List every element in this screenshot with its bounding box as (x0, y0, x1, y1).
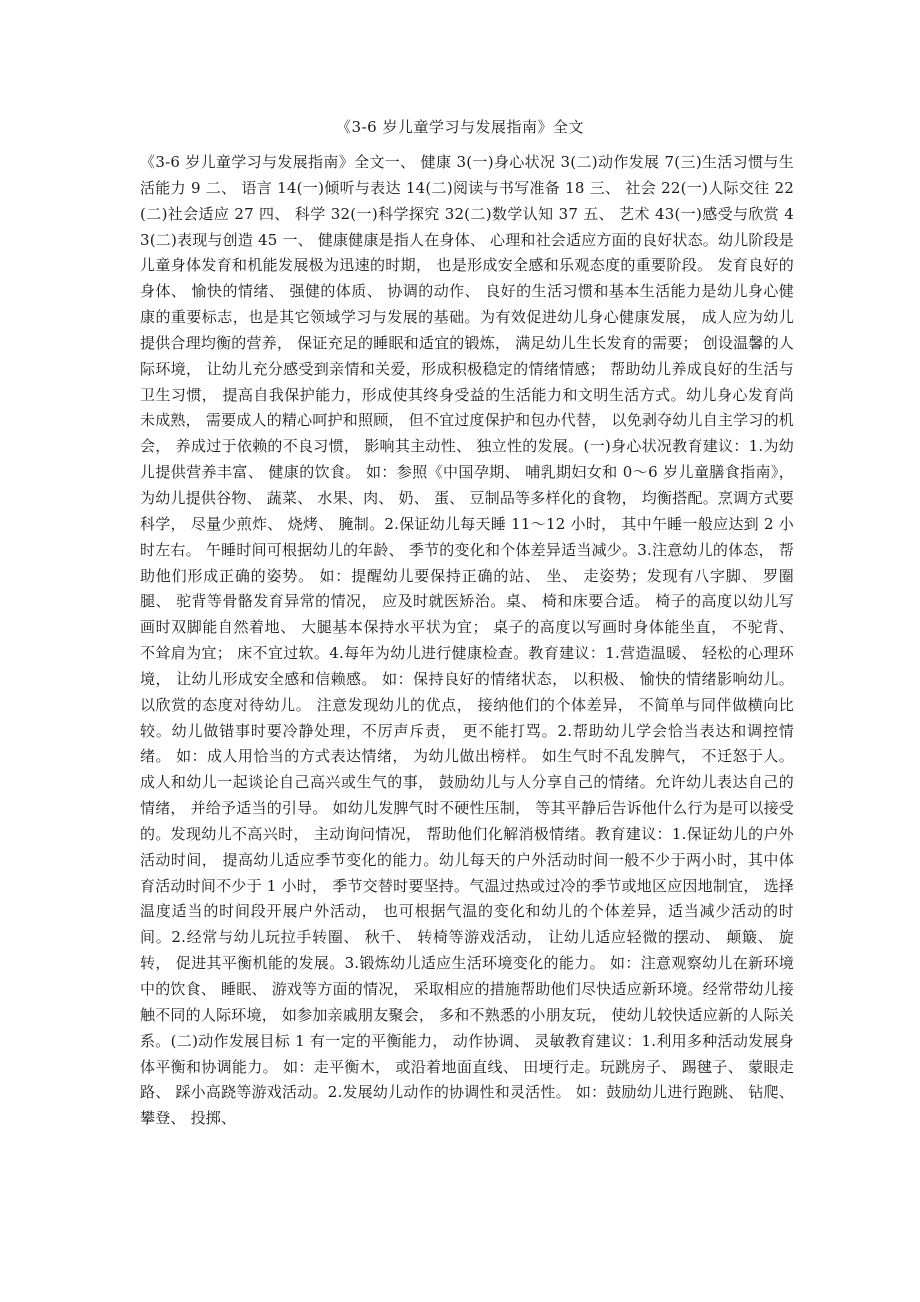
document-body-text: 《3-6 岁儿童学习与发展指南》全文一、 健康 3(一)身心状况 3(二)动作发展 7(三)生活习惯与生活能力 9 二、 语言 14(一)倾听与表达 14(二)阅读与书写准备 18 三、 社会 22(一)人际交往 22(二)社会适应 27 四、 科学 32(一)科学探究 32(二)数学认知 37 五、 艺术 43(一)感受与欣赏 43(二)表现与创造 45 一、 健康健康是指人在身体、 心理和社会适应方面的良好状态。幼儿阶段是儿童身体发育和机能发展极为迅速的时期， 也是形成安全感和乐观态度的重要阶段。 发育良好的身体、 愉快的情绪、 强健的体质、 协调的动作、 良好的生活习惯和基本生活能力是幼儿身心健康的重要标志，也是其它领域学习与发展的基础。为有效促进幼儿身心健康发展， 成人应为幼儿提供合理均衡的营养， 保证充足的睡眠和适宜的锻炼， 满足幼儿生长发育的需要； 创设温馨的人际环境， 让幼儿充分感受到亲情和关爱，形成积极稳定的情绪情感； 帮助幼儿养成良好的生活与卫生习惯， 提高自我保护能力，形成使其终身受益的生活能力和文明生活方式。幼儿身心发育尚未成熟， 需要成人的精心呵护和照顾， 但不宜过度保护和包办代替， 以免剥夺幼儿自主学习的机会， 养成过于依赖的不良习惯， 影响其主动性、 独立性的发展。(一)身心状况教育建议：1.为幼儿提供营养丰富、 健康的饮食。 如：参照《中国孕期、 哺乳期妇女和 0～6 岁儿童膳食指南》， 为幼儿提供谷物、 蔬菜、 水果、肉、 奶、 蛋、 豆制品等多样化的食物， 均衡搭配。烹调方式要科学， 尽量少煎炸、 烧烤、 腌制。2.保证幼儿每天睡 11～12 小时， 其中午睡一般应达到 2 小时左右。 午睡时间可根据幼儿的年龄、 季节的变化和个体差异适当减少。3.注意幼儿的体态， 帮助他们形成正确的姿势。 如：提醒幼儿要保持正确的站、 坐、 走姿势；发现有八字脚、 罗圈腿、 驼背等骨骼发育异常的情况， 应及时就医矫治。桌、 椅和床要合适。 椅子的高度以幼儿写画时双脚能自然着地、 大腿基本保持水平状为宜； 桌子的高度以写画时身体能坐直， 不驼背、 不耸肩为宜； 床不宜过软。4.每年为幼儿进行健康检查。教育建议：1.营造温暖、 轻松的心理环境， 让幼儿形成安全感和信赖感。 如：保持良好的情绪状态， 以积极、 愉快的情绪影响幼儿。以欣赏的态度对待幼儿。 注意发现幼儿的优点， 接纳他们的个体差异， 不简单与同伴做横向比较。幼儿做错事时要冷静处理，不厉声斥责， 更不能打骂。2.帮助幼儿学会恰当表达和调控情绪。 如：成人用恰当的方式表达情绪， 为幼儿做出榜样。 如生气时不乱发脾气， 不迁怒于人。成人和幼儿一起谈论自己高兴或生气的事， 鼓励幼儿与人分享自己的情绪。允许幼儿表达自己的情绪， 并给予适当的引导。 如幼儿发脾气时不硬性压制， 等其平静后告诉他什么行为是可以接受的。发现幼儿不高兴时， 主动询问情况， 帮助他们化解消极情绪。教育建议：1.保证幼儿的户外活动时间， 提高幼儿适应季节变化的能力。幼儿每天的户外活动时间一般不少于两小时，其中体育活动时间不少于 1 小时， 季节交替时要坚持。气温过热或过冷的季节或地区应因地制宜， 选择温度适当的时间段开展户外活动， 也可根据气温的变化和幼儿的个体差异，适当减少活动的时间。2.经常与幼儿玩拉手转圈、 秋千、 转椅等游戏活动， 让幼儿适应轻微的摆动、 颠簸、 旋转， 促进其平衡机能的发展。3.锻炼幼儿适应生活环境变化的能力。 如：注意观察幼儿在新环境中的饮食、 睡眠、 游戏等方面的情况， 采取相应的措施帮助他们尽快适应新环境。经常带幼儿接触不同的人际环境， 如参加亲戚朋友聚会， 多和不熟悉的小朋友玩， 使幼儿较快适应新的人际关系。(二)动作发展目标 1 有一定的平衡能力， 动作协调、 灵敏教育建议：1.利用多种活动发展身体平衡和协调能力。 如：走平衡木， 或沿着地面直线、 田埂行走。玩跳房子、 踢毽子、 蒙眼走路、 踩小高跷等游戏活动。2.发展幼儿动作的协调性和灵活性。 如：鼓励幼儿进行跑跳、 钻爬、 攀登、 投掷、 (140, 153, 795, 1128)
document-title: 《3-6 岁儿童学习与发展指南》全文 (336, 118, 584, 136)
